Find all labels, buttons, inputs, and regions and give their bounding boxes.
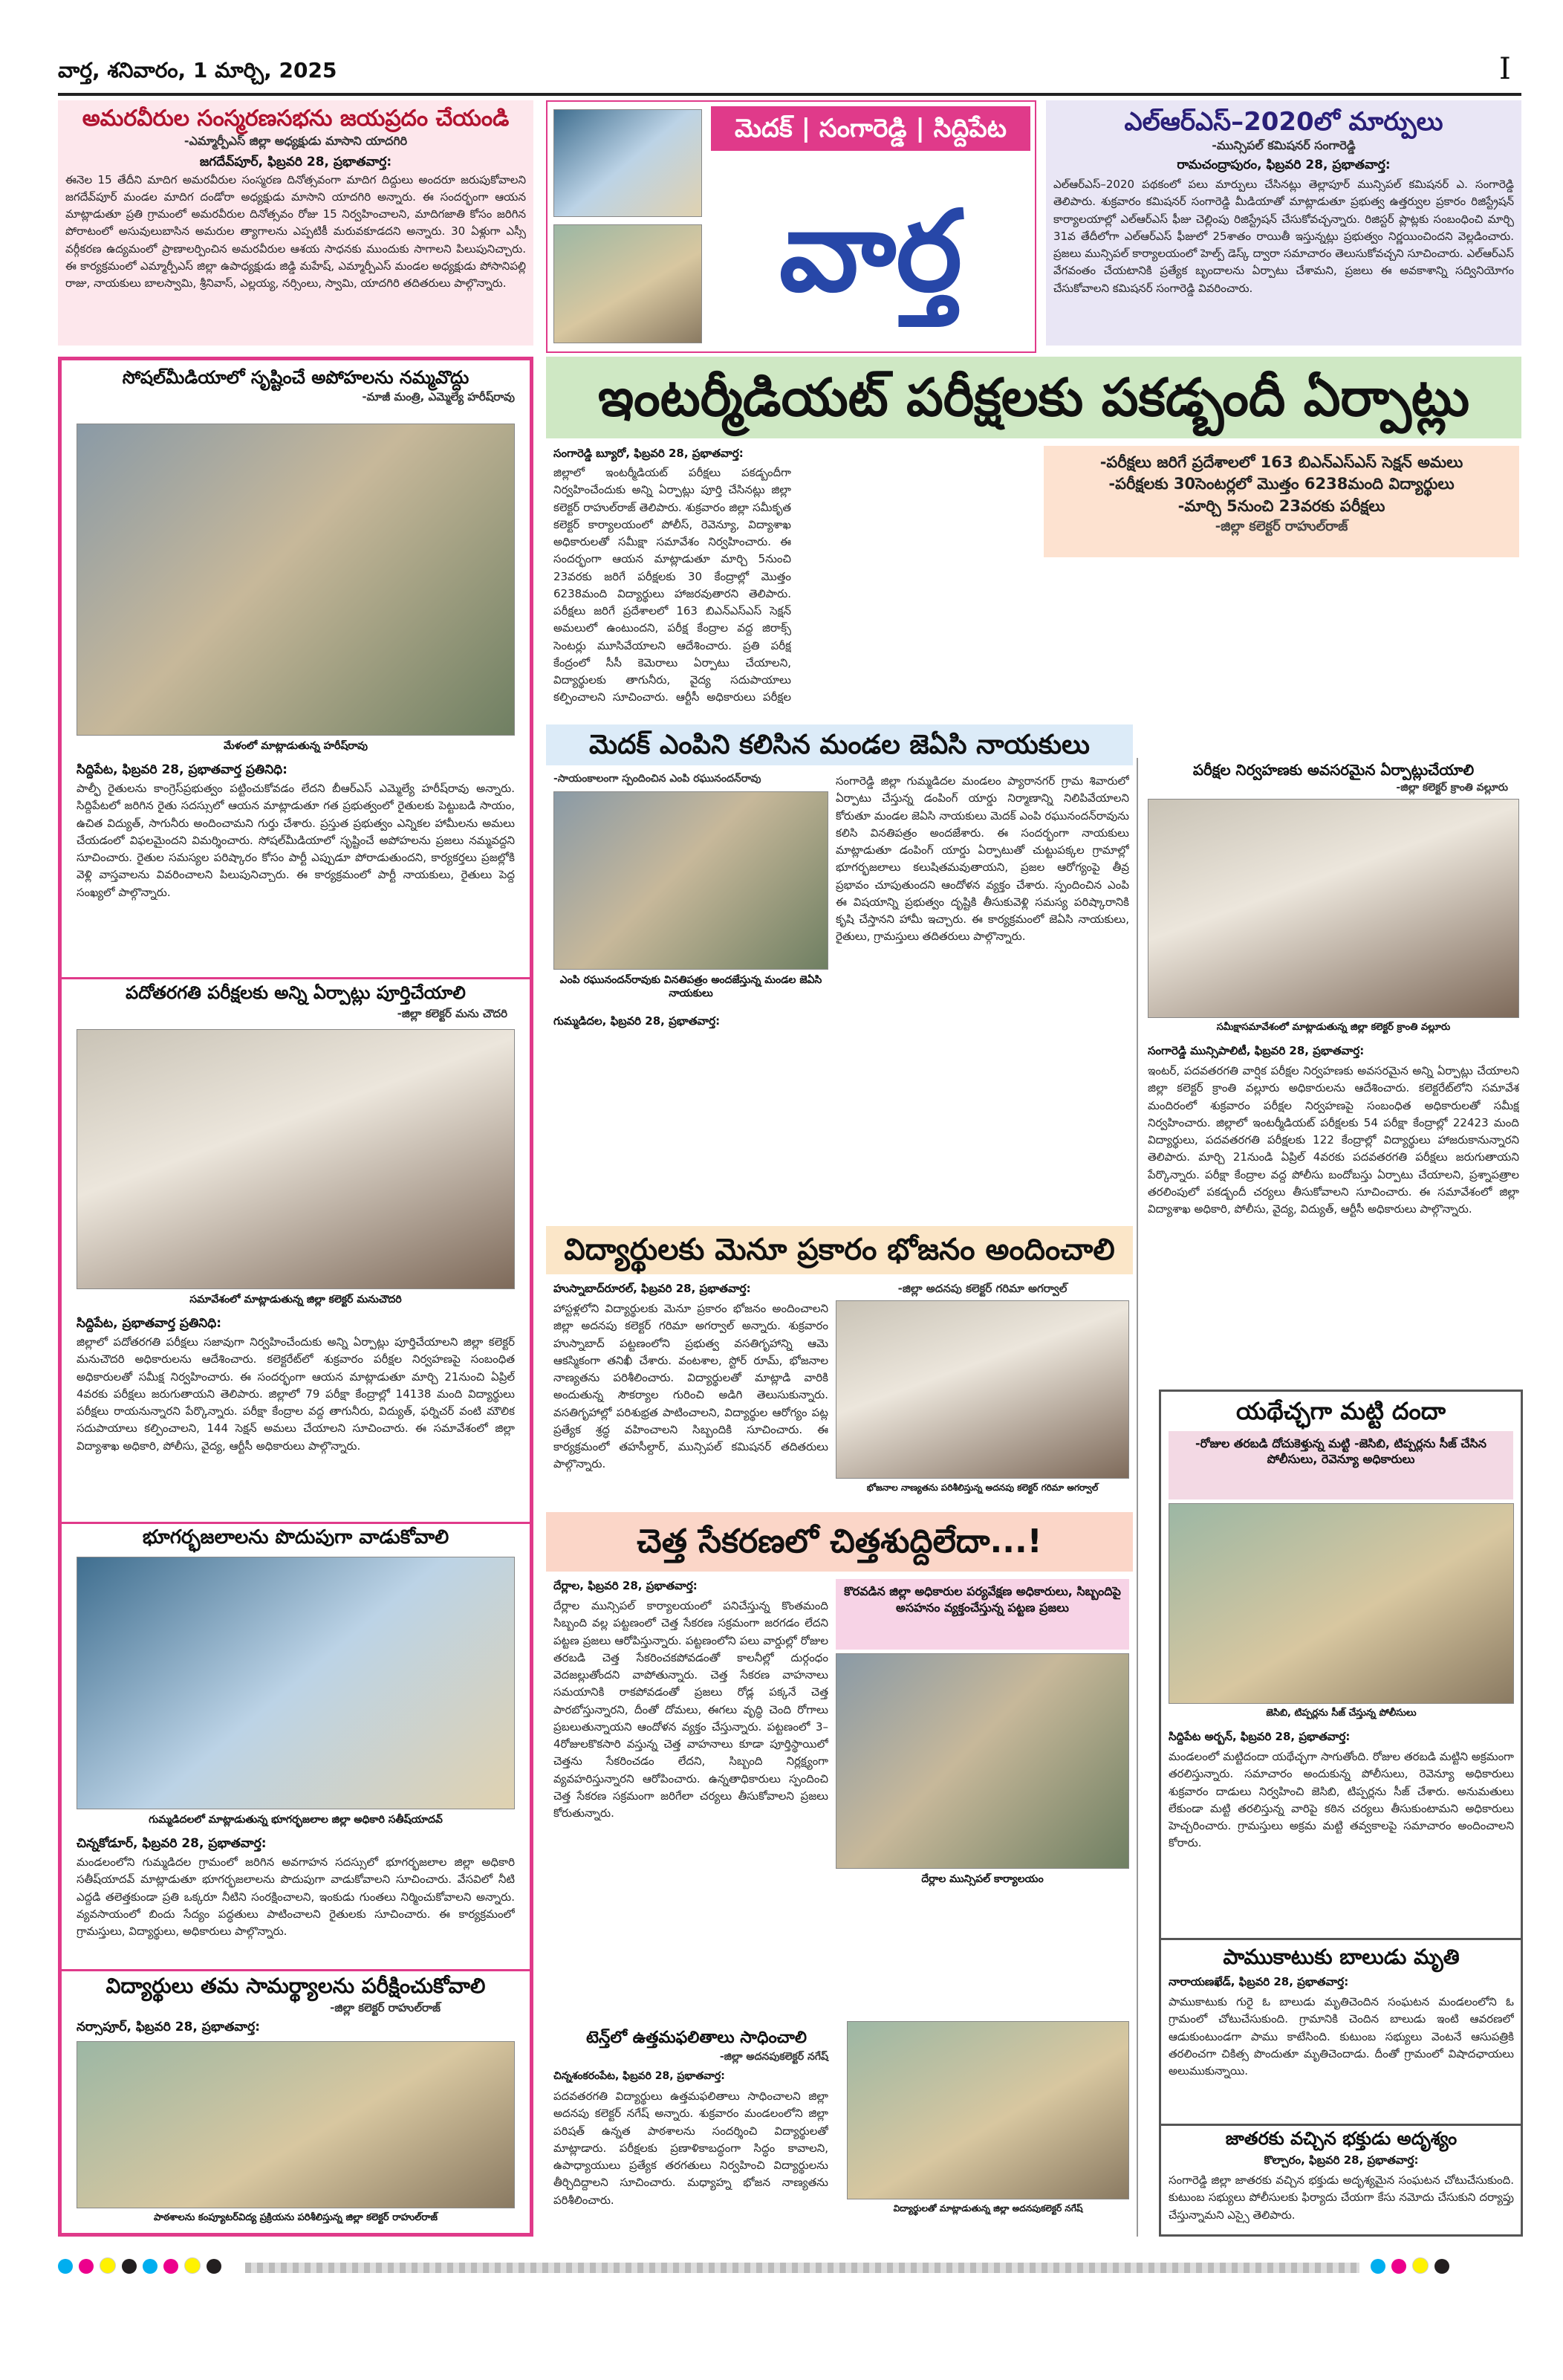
groundwater-caption: గుమ్మడిదలలో మాట్లాడుతున్న భూగర్భజలాల జిల్లా అధికారి సతీష్‌యాదవ్ — [149, 1814, 443, 1826]
social-headline: సోషల్‌మీడియాలో సృష్టించే అపోహలను నమ్మవొద్దు — [122, 367, 469, 388]
exam-arr-caption: సమీక్షాసమావేశంలో మాట్లాడుతున్న జిల్లా కలెక్టర్ క్రాంతి వల్లూరు — [1216, 1022, 1451, 1033]
divider — [62, 977, 530, 979]
registration-dot — [184, 2257, 201, 2274]
exam-arr-dateline: సంగారెడ్డి మున్సిపాలిటీ, ఫిబ్రవరి 28, ప్రభాతవార్త: — [1148, 1044, 1365, 1057]
soil-headline: యథేచ్ఛగా మట్టి దందా — [1235, 1397, 1446, 1425]
page-number: I — [1499, 52, 1511, 86]
soil-subhead: -రోజుల తరబడి దోచుకెళ్తున్న మట్టి -జెసిబి, టిప్పర్లను సీజ్ చేసిన పోలీసులు, రెవెన్యూ అధికారులు — [1169, 1431, 1513, 1499]
left-column — [58, 357, 533, 2237]
snakebite-body: పాముకాటుకు గురై ఓ బాలుడు మృతిచెందిన సంఘటన మండలంలోని ఓ గ్రామంలో చోటుచేసుకుంది. గ్రామానికి చెందిన బాలుడు ఇంటి ఆవరణలో ఆడుకుంటుండగా పాము కాటేసింది. కుటుంబ సభ్యులు వెంటనే ఆసుపత్రికి తరలించగా చికిత్స పొందుతూ మృతిచెందాడు. దీంతో గ్రామంలో విషాదఛాయలు అలుముకున్నాయి. — [1169, 1995, 1514, 2078]
groundwater-body: మండలంలోని గుమ్మడిదల గ్రామంలో జరిగిన అవగాహన సదస్సులో భూగర్భజలాల జిల్లా అధికారి సతీష్‌యాదవ్ మాట్లాడుతూ భూగర్భజలాలను పొదుపుగా వాడుకోవాలని సూచించారు. వేసవిలో నీటి ఎద్దడి తలెత్తకుండా ప్రతి ఒక్కరూ నీటిని సంరక్షించాలని, ఇంకుడు గుంతలు నిర్మించుకోవాలని అన్నారు. వ్యవసాయంలో బిందు సేద్యం పద్ధతులు పాటించాలని రైతులకు సూచించారు. ఈ కార్యక్రమంలో గ్రామస్తులు, విద్యార్థులు, అధికారులు పాల్గొన్నారు. — [77, 1855, 515, 1938]
lead-headline-band — [546, 357, 1521, 438]
top-left-dateline: జగదేవ్‌పూర్, ఫిబ్రవరి 28, ప్రభాతవార్త: — [199, 154, 392, 169]
groundwater-headline: భూగర్భజలాలను పొదుపుగా వాడుకోవాలి — [142, 1526, 449, 1549]
soil-caption: జెసిబి, టిప్పర్లను సీజ్ చేస్తున్న పోలీసులు — [1266, 1708, 1417, 1719]
top-left-body: ఈనెల 15 తేదీని మాదిగ అమరవీరుల సంస్మరణ దినోత్సవంగా మాదిగ దిద్దులు అందరూ జరుపుకోవాలని జగదేవ్‌పూర్ మండల మాదిగ దండోరా అధ్యక్షుడు మాసాని యాదగిరి అన్నారు. ఈ సందర్భంగా ఆయన మాట్లాడుతూ ప్రతి గ్రామంలో అమరవీరుల దినోత్సవం రోజు 15 నిర్వహించాలని, మాదిగజాతి కోసం జరిగిన పోరాటంలో అసువులుబాసిన అమరుల త్యాగాలను ఎప్పటికీ మరువకూడదని అన్నారు. 30 ఏళ్లుగా ఎస్సీ వర్గీకరణ ఉద్యమంలో ప్రాణాలర్పించిన అమరవీరుల ఆశయ సాధనకు ముందుకు సాగాలని పిలుపునిచ్చారు. ఈ కార్యక్రమంలో ఎమ్మార్పీఎస్ జిల్లా ఉపాధ్యక్షుడు జిడ్డి మహేష్, ఎమ్మార్పీఎస్ మండల అధ్యక్షుడు పోసానిపల్లి రాజు, నాయకులు బాలస్వామి, శ్రీనివాస్, ఎల్లయ్య, నర్సింలు, స్వామి, యాదగిరి తదితరులు పాల్గొన్నారు. — [65, 172, 526, 291]
lead-highlight: -మార్చి 5నుంచి 23వరకు పరీక్షలు — [1177, 496, 1385, 515]
jatara-dateline: కొల్చారం, ఫిబ్రవరి 28, ప్రభాతవార్త: — [1264, 2153, 1419, 2167]
soil-dateline: సిద్దిపేట అర్బన్, ఫిబ్రవరి 28, ప్రభాతవార్త: — [1169, 1730, 1351, 1743]
divider — [62, 1522, 530, 1524]
menu-food-byline: -జిల్లా అదనపు కలెక్టర్ గరిమా అగర్వాల్ — [897, 1282, 1068, 1295]
menu-food-body: హాస్టళ్లలోని విద్యార్థులకు మెనూ ప్రకారం భోజనం అందించాలని జిల్లా అదనపు కలెక్టర్ గరిమా అగర్వాల్ అన్నారు. శుక్రవారం హుస్నాబాద్ పట్టణంలోని ప్రభుత్వ వసతిగృహాన్ని ఆమె ఆకస్మికంగా తనిఖీ చేశారు. వంటశాల, స్టోర్ రూమ్, భోజనాల నాణ్యతను పరిశీలించారు. విద్యార్థులతో మాట్లాడి వారికి అందుతున్న సౌకర్యాల గురించి అడిగి తెలుసుకున్నారు. వసతిగృహాల్లో పరిశుభ్రత పాటించాలని, విద్యార్థుల ఆరోగ్యం పట్ల ప్రత్యేక శ్రద్ధ వహించాలని సిబ్బందికి సూచించారు. ఈ కార్యక్రమంలో తహసీల్దార్, మున్సిపల్ కమిషనర్ తదితరులు పాల్గొన్నారు. — [553, 1302, 828, 1471]
registration-dot — [122, 2259, 137, 2274]
snakebite-dateline: నారాయణఖేడ్, ఫిబ్రవరి 28, ప్రభాతవార్త: — [1169, 1975, 1349, 1988]
top-right-body: ఎల్ఆర్ఎస్–2020 పథకంలో పలు మార్పులు చేసినట్లు తెల్లాపూర్ మున్సిపల్ కమిషనర్ ఎ. సంగారెడ్డి తెలిపారు. శుక్రవారం కమిషనర్ సంగారెడ్డి మీడియాతో మాట్లాడుతూ ప్రభుత్వ ఉత్తర్వుల ప్రకారం రిజిస్ట్రేషన్ కార్యాలయాల్లో ఎల్ఆర్ఎస్ ఫీజు చెల్లింపు రిజిస్ట్రేషన్ చేసుకోవచ్చన్నారు. రిజిస్టర్ ప్లాట్లకు సంబంధించి మార్చి 31వ తేదీలోగా ఎల్ఆర్ఎస్ ఫీజులో 25శాతం రాయితీ ఇస్తున్నట్లు ప్రభుత్వం నిర్ణయించిందని వెల్లడించారు. ప్రజలు మున్సిపల్ కార్యాలయంలో హెల్ప్ డెస్క్ ద్వారా సమాచారం తెలుసుకోవచ్చని సూచించారు. ఎల్ఆర్ఎస్ వేగవంతం చేయటానికి ప్రత్యేక బృందాలను ఏర్పాటు చేశామని, ప్రజలు ఈ అవకాశాన్ని సద్వినియోగం చేసుకోవాలని కమిషనర్ సంగారెడ్డి వివరించారు. — [1053, 178, 1514, 295]
exam-arr-headline: పరీక్షల నిర్వహణకు అవసరమైన ఏర్పాట్లుచేయాలి — [1192, 761, 1475, 779]
print-registration-dots-right — [1371, 2257, 1541, 2277]
medak-mp-byline: -సాయంకాలంగా స్పందించిన ఎంపి రఘునందన్‌రావు — [553, 773, 761, 785]
top-left-article — [58, 100, 533, 346]
social-caption: మేళంలో మాట్లాడుతున్న హరీష్‌రావు — [223, 740, 368, 752]
registration-dot — [143, 2259, 157, 2274]
masthead-districts: మెదక్ | సంగారెడ్డి | సిద్దిపేట — [711, 106, 1030, 151]
tenth-exams-headline: పదోతరగతి పరీక్షలకు అన్ని ఏర్పాట్లు పూర్తిచేయాలి — [126, 982, 466, 1003]
exam-arr-body: ఇంటర్, పదవతరగతి వార్షిక పరీక్షల నిర్వహణకు అవసరమైన అన్ని ఏర్పాట్లు చేయాలని జిల్లా కలెక్టర్ క్రాంతి వల్లూరు అధికారులను ఆదేశించారు. కలెక్టరేట్‌లోని సమావేశ మందిరంలో శుక్రవారం పరీక్షల నిర్వహణపై సంబంధిత అధికారులతో సమీక్ష నిర్వహించారు. జిల్లాలో ఇంటర్మీడియట్ పరీక్షలకు 54 పరీక్షా కేంద్రాల్లో 22423 మంది విద్యార్థులు, పదవతరగతి పరీక్షలకు 122 కేంద్రాల్లో విద్యార్థులు హాజరుకానున్నారని తెలిపారు. మార్చి 21నుండి ఏప్రిల్ 4వరకు పదవతరగతి పరీక్షలు జరుగుతాయని పేర్కొన్నారు. పరీక్షా కేంద్రాల వద్ద పోలీసు బందోబస్తు ఏర్పాటు చేయాలని, ప్రశ్నాపత్రాల తరలింపులో పకడ్బందీ చర్యలు తీసుకోవాలని సూచించారు. ఈ సమావేశంలో జిల్లా విద్యాశాఖ అధికారి, పోలీసు, వైద్య, విద్యుత్, ఆర్టీసీ అధికారులు పాల్గొన్నారు. — [1148, 1064, 1519, 1216]
registration-dot — [79, 2259, 94, 2274]
registration-dot — [1434, 2259, 1449, 2274]
top-right-article — [1046, 100, 1521, 346]
snakebite-headline: పాముకాటుకు బాలుడు మృతి — [1223, 1945, 1460, 1969]
top-right-dateline: రామచంద్రాపురం, ఫిబ్రవరి 28, ప్రభాతవార్త: — [1177, 158, 1391, 173]
groundwater-photo — [77, 1557, 515, 1809]
registration-dot — [1371, 2259, 1385, 2274]
tenth-results-caption: విద్యార్థులతో మాట్లాడుతున్న జిల్లా అదనపుకలెక్టర్ నగేష్ — [893, 2203, 1083, 2214]
lead-highlight-byline: -జిల్లా కలెక్టర్ రాహుల్‌రాజ్ — [1215, 519, 1348, 535]
tenth-exams-dateline: సిద్దిపేట, ప్రభాతవార్త ప్రతినిధి: — [77, 1316, 221, 1331]
garbage-dateline: దేర్లాల, ఫిబ్రవరి 28, ప్రభాతవార్త: — [553, 1579, 698, 1592]
students-dateline: నర్సాపూర్, ఫిబ్రవరి 28, ప్రభాతవార్త: — [77, 2020, 261, 2034]
lead-body: జిల్లాలో ఇంటర్మీడియట్ పరీక్షలు పకడ్బందీగా నిర్వహించేందుకు అన్ని ఏర్పాట్లు పూర్తి చేసినట్లు జిల్లా కలెక్టర్ రాహుల్‌రాజ్ తెలిపారు. శుక్రవారం జిల్లా సమీకృత కలెక్టర్ కార్యాలయంలో పోలీస్, రెవెన్యూ, విద్యాశాఖ అధికారులతో సమీక్షా సమావేశం నిర్వహించారు. ఈ సందర్భంగా ఆయన మాట్లాడుతూ మార్చి 5నుంచి 23వరకు జరిగే పరీక్షలకు 30 కేంద్రాల్లో మొత్తం 6238మంది విద్యార్థులు హాజరవుతారని తెలిపారు. పరీక్షలు జరిగే ప్రదేశాలలో 163 బిఎన్ఎస్ఎస్ సెక్షన్ అమలులో ఉంటుందని, పరీక్ష కేంద్రాల వద్ద జిరాక్స్ సెంటర్లు మూసివేయాలని ఆదేశించారు. ప్రతి పరీక్ష కేంద్రంలో సీసీ కెమెరాలు ఏర్పాటు చేయాలని, విద్యార్థులకు తాగునీరు, వైద్య సదుపాయాలు కల్పించాలని సూచించారు. ఆర్టీసీ అధికారులు పరీక్షల — [553, 466, 791, 704]
tenth-exams-byline: -జిల్లా కలెక్టర్ మను చౌదరి — [397, 1007, 507, 1020]
registration-dot — [100, 2257, 116, 2274]
menu-food-headline: విద్యార్థులకు మెనూ ప్రకారం భోజనం అందించాలి — [564, 1233, 1115, 1267]
garbage-photo — [836, 1653, 1129, 1869]
lead-body-col2 — [802, 464, 1033, 706]
lead-highlight: -పరీక్షలు జరిగే ప్రదేశాలలో 163 బిఎన్ఎస్ఎస్ సెక్షన్ అమలు — [1099, 453, 1463, 471]
groundwater-dateline: చిన్నకోడూర్, ఫిబ్రవరి 28, ప్రభాతవార్త: — [77, 1836, 267, 1851]
medak-mp-caption: ఎంపి రఘునందన్‌రావుకు వినతిపత్రం అందజేస్తున్న మండల జెఏసి నాయకులు — [559, 974, 822, 1000]
tenth-results-headline: టెన్త్‌లో ఉత్తమఫలితాలు సాధించాలి — [585, 2029, 808, 2047]
lead-highlight: -పరీక్షలకు 30సెంటర్లలో మొత్తం 6238మంది విద్యార్థులు — [1108, 475, 1455, 493]
tenth-exams-photo — [77, 1029, 515, 1289]
students-photo — [77, 2041, 515, 2208]
masthead-logo: వార్త — [779, 187, 963, 317]
right-bottom-column — [1159, 1390, 1523, 2237]
tenth-results-photo — [847, 2021, 1129, 2199]
garbage-headline: చెత్త సేకరణలో చిత్తశుద్దిలేదా...! — [637, 1523, 1042, 1560]
masthead-photo-1 — [553, 109, 702, 217]
lead-body-col3 — [1044, 565, 1519, 706]
registration-dot — [207, 2259, 221, 2274]
jatara-body: సంగారెడ్డి జిల్లా జాతరకు వచ్చిన భక్తుడు అదృశ్యమైన సంఘటన చోటుచేసుకుంది. కుటుంబ సభ్యులు పోలీసులకు ఫిర్యాదు చేయగా కేసు నమోదు చేసుకుని దర్యాప్తు చేస్తున్నామని ఎస్సై తెలిపారు. — [1169, 2173, 1514, 2222]
social-byline: -మాజీ మంత్రి, ఎమ్మెల్యే హరీష్‌రావు — [362, 389, 515, 403]
tenth-results-byline: -జిల్లా అదనపుకలెక్టర్ నగేష్ — [719, 2051, 828, 2063]
garbage-body: దేర్లాల మున్సిపల్ కార్యాలయంలో పనిచేస్తున్న కొంతమంది సిబ్బంది వల్ల పట్టణంలో చెత్త సేకరణ సక్రమంగా జరగడం లేదని పట్టణ ప్రజలు ఆరోపిస్తున్నారు. పట్టణంలోని పలు వార్డుల్లో రోజుల తరబడి చెత్త సేకరించకపోవడంతో కాలనీల్లో దుర్గంధం వెదజల్లుతోందని వాపోతున్నారు. చెత్త సేకరణ వాహనాలు సమయానికి రాకపోవడంతో ప్రజలు రోడ్ల పక్కనే చెత్త పారబోస్తున్నారని, దీంతో దోమలు, ఈగలు వృద్ధి చెంది రోగాలు ప్రబలుతున్నాయని ఆందోళన వ్యక్తం చేస్తున్నారు. పట్టణంలో 3–4రోజులకొకసారి వస్తున్న చెత్త వాహనాలు కూడా పూర్తిస్థాయిలో చెత్తను సేకరించడం లేదని, సిబ్బంది నిర్లక్ష్యంగా వ్యవహరిస్తున్నారని ఆరోపించారు. ఉన్నతాధికారులు స్పందించి చెత్త సేకరణ సక్రమంగా జరిగేలా చర్యలు తీసుకోవాలని ప్రజలు కోరుతున్నారు. — [553, 1599, 828, 1820]
column-rule — [1137, 758, 1138, 2237]
menu-food-photo — [836, 1300, 1129, 1479]
social-photo — [77, 424, 515, 736]
header-rule — [58, 93, 1521, 96]
print-strip — [245, 2263, 1359, 2273]
medak-mp-body: సంగారెడ్డి జిల్లా గుమ్మడిదల మండలం ప్యారానగర్ గ్రామ శివారులో ఏర్పాటు చేస్తున్న డంపింగ్ యార్డు నిర్మాణాన్ని నిలిపివేయాలని కోరుతూ మండల జెఏసి నాయకులు మెదక్ ఎంపి రఘునందన్‌రావును కలిసి వినతిపత్రం అందజేశారు. ఈ సందర్భంగా నాయకులు మాట్లాడుతూ డంపింగ్ యార్డు ఏర్పాటుతో చుట్టుపక్కల గ్రామాల్లో భూగర్భజలాలు కలుషితమవుతాయని, ప్రజల ఆరోగ్యంపై తీవ్ర ప్రభావం చూపుతుందని ఆందోళన వ్యక్తం చేశారు. స్పందించిన ఎంపి ఈ విషయాన్ని ప్రభుత్వం దృష్టికి తీసుకువెళ్లి సమస్య పరిష్కారానికి కృషి చేస్తానని హామీ ఇచ్చారు. ఈ కార్యక్రమంలో జెఏసి నాయకులు, రైతులు, గ్రామస్తులు తదితరులు పాల్గొన్నారు. — [836, 774, 1129, 944]
social-dateline: సిద్దిపేట, ఫిబ్రవరి 28, ప్రభాతవార్త ప్రతినిధి: — [77, 762, 287, 777]
divider — [62, 1969, 530, 1971]
divider — [1161, 2124, 1521, 2126]
exam-arr-photo — [1148, 799, 1519, 1018]
top-right-byline: -మున్సిపల్ కమిషనర్ సంగారెడ్డి — [1212, 138, 1356, 153]
jatara-headline: జాతరకు వచ్చిన భక్తుడు అదృశ్యం — [1225, 2128, 1458, 2149]
registration-dot — [1412, 2257, 1429, 2274]
soil-body: మండలంలో మట్టిదందా యథేచ్ఛగా సాగుతోంది. రోజుల తరబడి మట్టిని అక్రమంగా తరలిస్తున్నారు. సమాచారం అందుకున్న పోలీసులు, రెవెన్యూ అధికారులు శుక్రవారం దాడులు నిర్వహించి జెసిబి, టిప్పర్లను సీజ్ చేశారు. అనుమతులు లేకుండా మట్టి తరలిస్తున్న వారిపై కఠిన చర్యలు తీసుకుంటామని అధికారులు హెచ్చరించారు. గ్రామస్తులు అక్రమ మట్టి తవ్వకాలపై సమాచారం అందించాలని కోరారు. — [1169, 1750, 1514, 1850]
top-right-headline: ఎల్ఆర్ఎస్–2020లో మార్పులు — [1124, 107, 1443, 137]
registration-dot — [1391, 2259, 1406, 2274]
top-left-byline: -ఎమ్మార్పీఎస్ జిల్లా అధ్యక్షుడు మాసాని యాదగిరి — [183, 133, 408, 148]
paper-date: వార్త, శనివారం, 1 మార్చి, 2025 — [58, 58, 337, 82]
garbage-subhead: కొరవడిన జిల్లా అధికారుల పర్యవేక్షణ అధికారులు, సిబ్బందిపై అసహనం వ్యక్తంచేస్తున్న పట్టణ ప్రజలు — [836, 1579, 1129, 1650]
menu-food-dateline: హుస్నాబాద్‌రూరల్, ఫిబ్రవరి 28, ప్రభాతవార్త: — [553, 1282, 751, 1295]
registration-dot — [163, 2259, 178, 2274]
medak-mp-headline: మెదక్ ఎంపిని కలిసిన మండల జెఏసి నాయకులు — [588, 730, 1091, 760]
lead-highlights-box — [1044, 446, 1519, 557]
tenth-exams-caption: సమావేశంలో మాట్లాడుతున్న జిల్లా కలెక్టర్ మనుచౌదరి — [189, 1294, 402, 1306]
social-body: పాల్ఫీ రైతులను కాంగ్రెస్‌ప్రభుత్వం పట్టించుకోవడం లేదని బీఆర్ఎస్ ఎమ్మెల్యే హరీష్‌రావు అన్నారు. సిద్దిపేటలో జరిగిన రైతు సదస్సులో ఆయన మాట్లాడుతూ గత ప్రభుత్వంలో రైతులకు పెట్టుబడి సాయం, ఉచిత విద్యుత్, సాగునీరు అందించామని గుర్తు చేశారు. ప్రస్తుత ప్రభుత్వం ఎన్నికల హామీలను అమలు చేయడంలో విఫలమైందని విమర్శించారు. సోషల్‌మీడియాలో సృష్టించే అపోహలను ప్రజలు నమ్మవద్దని సూచించారు. రైతుల సమస్యల పరిష్కారం కోసం పార్టీ ఎప్పుడూ పోరాడుతుందని, కార్యకర్తలు ప్రజల్లోకి వెళ్లి వాస్తవాలను వివరించాలని పిలుపునిచ్చారు. ఈ కార్యక్రమంలో పార్టీ నాయకులు, రైతులు పెద్ద సంఖ్యలో పాల్గొన్నారు. — [77, 782, 515, 899]
medak-mp-dateline: గుమ్మడిదల, ఫిబ్రవరి 28, ప్రభాతవార్త: — [553, 1014, 721, 1028]
registration-dot — [58, 2259, 73, 2274]
medak-mp-band — [546, 724, 1133, 765]
tenth-results-dateline: చిన్నశంకరంపేట, ఫిబ్రవరి 28, ప్రభాతవార్త: — [553, 2070, 725, 2082]
menu-food-caption: భోజనాల నాణ్యతను పరిశీలిస్తున్న అదనపు కలెక్టర్ గరిమా అగర్వాల్ — [866, 1482, 1099, 1493]
students-caption: పాఠశాలను కంప్యూటర్‌విద్య ప్రక్రియను పరిశీలిస్తున్న జిల్లా కలెక్టర్ రాహుల్‌రాజ్ — [153, 2212, 438, 2223]
medak-mp-photo — [553, 791, 828, 970]
soil-photo — [1169, 1503, 1514, 1704]
menu-food-band — [546, 1226, 1133, 1274]
tenth-results-body: పదవతరగతి విద్యార్థులు ఉత్తమఫలితాలు సాధించాలని జిల్లా అదనపు కలెక్టర్ నగేష్ అన్నారు. శుక్రవారం మండలంలోని జిల్లా పరిషత్ ఉన్నత పాఠశాలను సందర్శించి విద్యార్థులతో మాట్లాడారు. పరీక్షలకు ప్రణాళికాబద్ధంగా సిద్ధం కావాలని, ఉపాధ్యాయులు ప్రత్యేక తరగతులు నిర్వహించి విద్యార్థులను తీర్చిదిద్దాలని సూచించారు. మధ్యాహ్న భోజన నాణ్యతను పరిశీలించారు. — [553, 2089, 828, 2207]
tenth-exams-body: జిల్లాలో పదోతరగతి పరీక్షలు సజావుగా నిర్వహించేందుకు అన్ని ఏర్పాట్లు పూర్తిచేయాలని జిల్లా కలెక్టర్ మనుచౌదరి అధికారులను ఆదేశించారు. కలెక్టరేట్‌లో శుక్రవారం పరీక్షల నిర్వహణపై సంబంధిత అధికారులతో సమీక్ష నిర్వహించారు. ఈ సందర్భంగా ఆయన మాట్లాడుతూ మార్చి 21నుంచి ఏప్రిల్ 4వరకు పరీక్షలు జరుగుతాయని తెలిపారు. జిల్లాలో 79 పరీక్షా కేంద్రాల్లో 14138 మంది విద్యార్థులు పరీక్షలు రాయనున్నారని పేర్కొన్నారు. పరీక్షా కేంద్రాల వద్ద తాగునీరు, విద్యుత్, ఫర్నిచర్ వంటి మౌలిక సదుపాయాలు కల్పించాలని, 144 సెక్షన్ అమలు చేయాలని సూచించారు. ఈ సమావేశంలో జిల్లా విద్యాశాఖ అధికారి, పోలీసు, వైద్య, ఆర్టీసీ అధికారులు పాల్గొన్నారు. — [77, 1335, 515, 1453]
top-left-headline: అమరవీరుల సంస్మరణసభను జయప్రదం చేయండి — [82, 106, 510, 132]
masthead-photo-2 — [553, 224, 702, 343]
masthead — [546, 100, 1036, 353]
garbage-caption: దేర్లాల మున్సిపల్ కార్యాలయం — [921, 1873, 1044, 1885]
lead-headline: ఇంటర్మీడియట్ పరీక్షలకు పకడ్బందీ ఏర్పాట్లు — [597, 367, 1470, 428]
lead-dateline: సంగారెడ్డి బ్యూరో, ఫిబ్రవరి 28, ప్రభాతవార్త: — [553, 447, 744, 460]
garbage-band — [546, 1512, 1133, 1572]
exam-arr-byline: -జిల్లా కలెక్టర్ క్రాంతి వల్లూరు — [1396, 782, 1508, 794]
students-headline: విద్యార్థులు తమ సామర్థ్యాలను పరీక్షించుకోవాలి — [105, 1974, 486, 1998]
divider — [1161, 1938, 1521, 1940]
students-byline: -జిల్లా కలెక్టర్ రాహుల్‌రాజ్ — [330, 2001, 441, 2014]
